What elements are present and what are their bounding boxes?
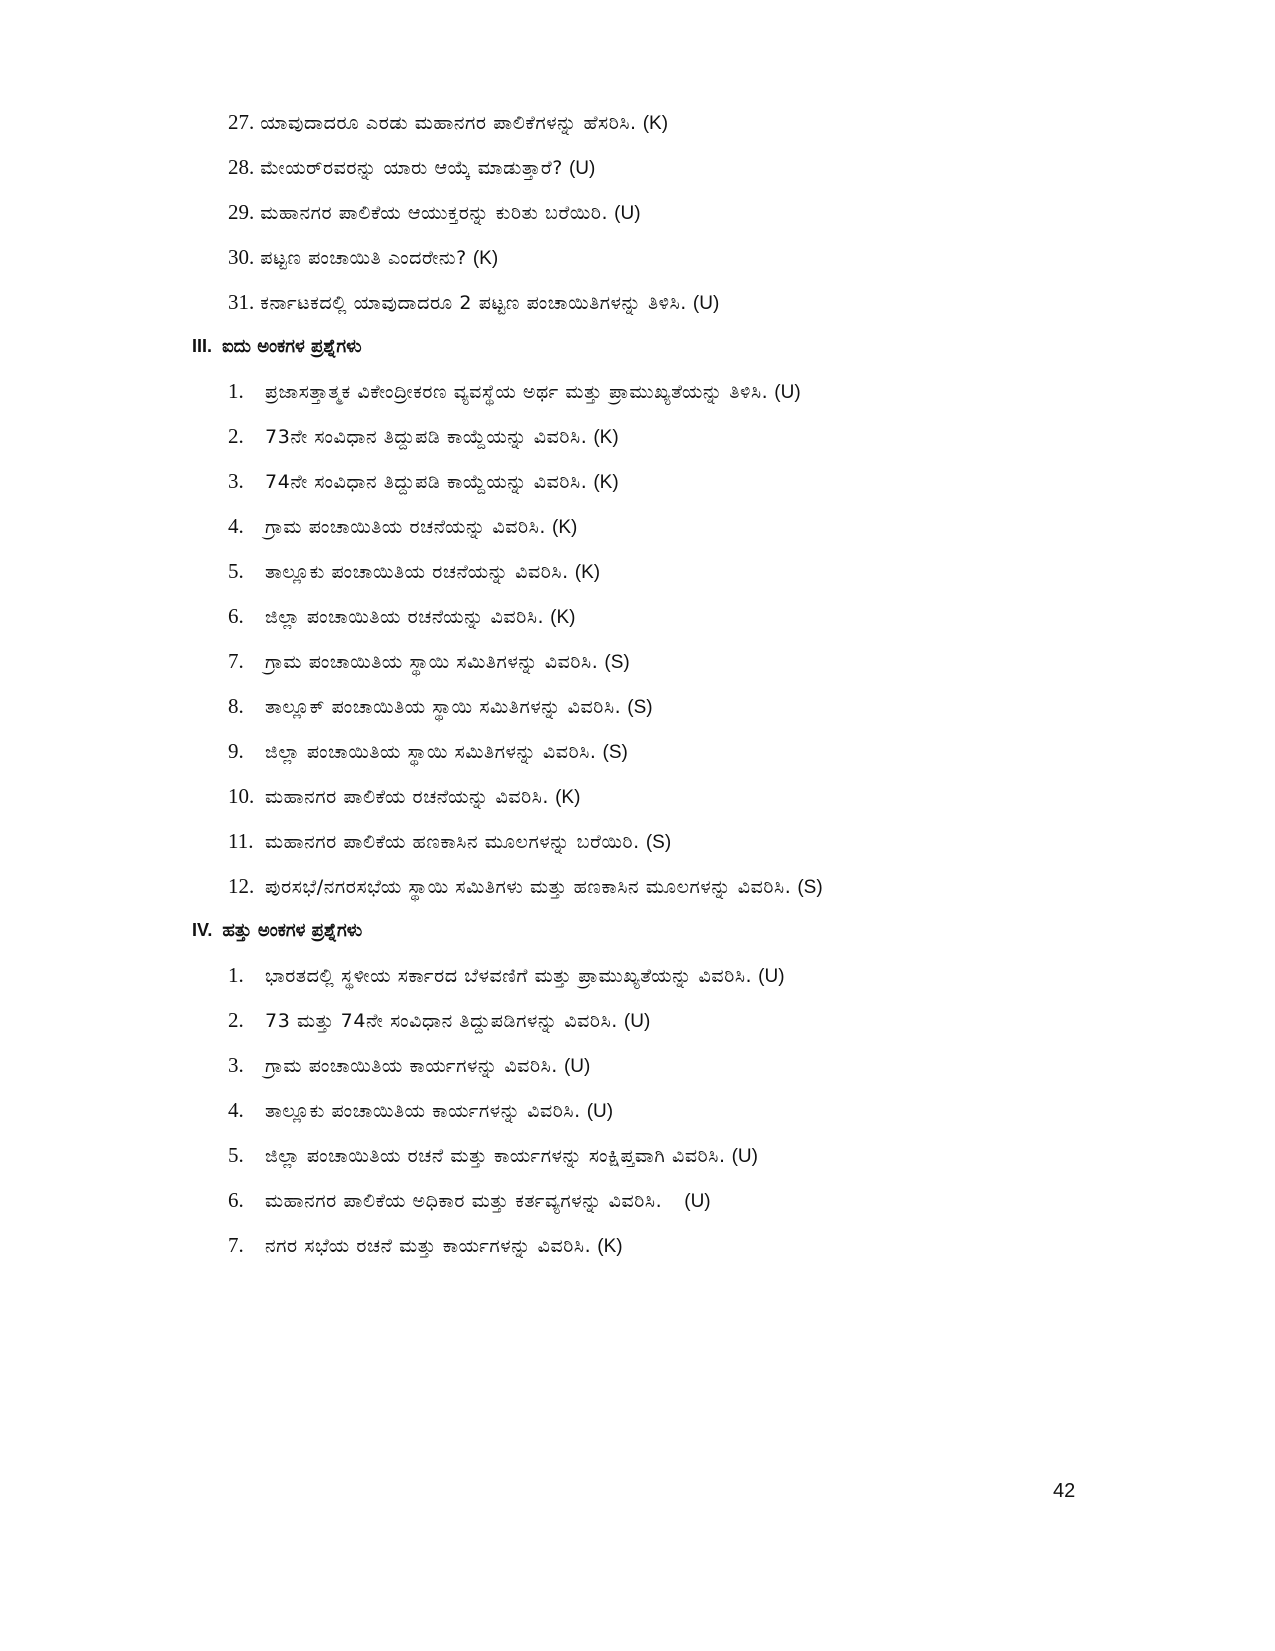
question-text: ತಾಲ್ಲೂಕು ಪಂಚಾಯಿತಿಯ ಕಾರ್ಯಗಳನ್ನು ವಿವರಿಸಿ. xyxy=(265,1100,581,1122)
question-number: 6. xyxy=(228,604,244,628)
question-number: 1. xyxy=(228,379,244,403)
question-number: 3. xyxy=(228,469,244,493)
question-tag: (U) xyxy=(623,1011,651,1032)
question-tag: (U) xyxy=(568,158,596,179)
question-item xyxy=(228,648,630,676)
question-item xyxy=(228,873,823,901)
question-tag: (K) xyxy=(597,1236,623,1257)
question-text: ಪಟ್ಟಣ ಪಂಚಾಯಿತಿ ಎಂದರೇನು? xyxy=(260,247,467,269)
question-text: ತಾಲ್ಲೂಕು ಪಂಚಾಯಿತಿಯ ರಚನೆಯನ್ನು ವಿವರಿಸಿ. xyxy=(265,561,569,583)
question-tag: (K) xyxy=(555,787,581,808)
question-number: 7. xyxy=(228,649,244,673)
question-text: 74ನೇ ಸಂವಿಧಾನ ತಿದ್ದುಪಡಿ ಕಾಯ್ದೆಯನ್ನು ವಿವರಿಸಿ. xyxy=(265,471,588,493)
question-number: 29. xyxy=(228,200,255,224)
question-number: 4. xyxy=(228,514,244,538)
question-text: ಮಹಾನಗರ ಪಾಲಿಕೆಯ ಅಧಿಕಾರ ಮತ್ತು ಕರ್ತವ್ಯಗಳನ್ನು ವಿವರಿಸಿ. xyxy=(265,1190,663,1212)
question-number: 8. xyxy=(228,694,244,718)
question-text: ಗ್ರಾಮ ಪಂಚಾಯಿತಿಯ ರಚನೆಯನ್ನು ವಿವರಿಸಿ. xyxy=(265,516,546,538)
question-item xyxy=(228,962,785,990)
section-title: ಹತ್ತು ಅಂಕಗಳ ಪ್ರಶ್ನೆಗಳು xyxy=(222,920,363,941)
question-number: 11. xyxy=(228,829,254,853)
question-tag: (K) xyxy=(593,427,619,448)
question-text: ಮೇಯರ್‌ರವರನ್ನು ಯಾರು ಆಯ್ಕೆ ಮಾಡುತ್ತಾರೆ? xyxy=(260,157,563,179)
question-tag: (K) xyxy=(642,113,669,134)
question-text: ಜಿಲ್ಲಾ ಪಂಚಾಯಿತಿಯ ರಚನೆ ಮತ್ತು ಕಾರ್ಯಗಳನ್ನು ಸಂಕ್ಷಿಪ್ತವಾಗಿ ವಿವರಿಸಿ. xyxy=(265,1145,726,1167)
question-text: ಮಹಾನಗರ ಪಾಲಿಕೆಯ ರಚನೆಯನ್ನು ವಿವರಿಸಿ. xyxy=(265,786,550,808)
question-number: 5. xyxy=(228,559,244,583)
question-item xyxy=(228,244,498,272)
question-text: 73ನೇ ಸಂವಿಧಾನ ತಿದ್ದುಪಡಿ ಕಾಯ್ದೆಯನ್ನು ವಿವರಿಸಿ. xyxy=(265,426,588,448)
question-text: ಪುರಸಭೆ/ನಗರಸಭೆಯ ಸ್ಥಾಯಿ ಸಮಿತಿಗಳು ಮತ್ತು ಹಣಕಾಸಿನ ಮೂಲಗಳನ್ನು ವಿವರಿಸಿ. xyxy=(265,876,792,898)
question-text: ತಾಲ್ಲೂಕ್ ಪಂಚಾಯಿತಿಯ ಸ್ಥಾಯಿ ಸಮಿತಿಗಳನ್ನು ವಿವರಿಸಿ. xyxy=(265,696,622,718)
question-number: 9. xyxy=(228,739,244,763)
question-tag: (U) xyxy=(731,1146,758,1167)
question-item xyxy=(228,423,619,451)
question-text: ಜಿಲ್ಲಾ ಪಂಚಾಯಿತಿಯ ಸ್ಥಾಯಿ ಸಮಿತಿಗಳನ್ನು ವಿವರಿಸಿ. xyxy=(265,741,597,763)
question-tag: (S) xyxy=(797,877,823,898)
question-item xyxy=(228,738,628,766)
question-tag: (U) xyxy=(563,1056,591,1077)
question-item xyxy=(228,289,719,317)
question-number: 5. xyxy=(228,1143,244,1167)
question-item xyxy=(228,693,653,721)
question-item xyxy=(228,828,671,856)
question-item xyxy=(228,1142,758,1170)
question-text: ಗ್ರಾಮ ಪಂಚಾಯಿತಿಯ ಸ್ಥಾಯಿ ಸಮಿತಿಗಳನ್ನು ವಿವರಿಸಿ. xyxy=(265,651,599,673)
question-number: 27. xyxy=(228,110,255,134)
question-number: 6. xyxy=(228,1188,244,1212)
question-tag: (S) xyxy=(645,832,672,853)
section-number: IV. xyxy=(192,920,213,940)
question-item xyxy=(228,1097,613,1125)
question-item xyxy=(228,468,619,496)
question-item xyxy=(228,603,575,631)
question-tag: (U) xyxy=(692,293,720,314)
question-tag: (K) xyxy=(472,248,499,269)
question-item xyxy=(228,1052,590,1080)
section-heading xyxy=(192,333,362,360)
question-item xyxy=(228,558,600,586)
question-tag: (U) xyxy=(586,1101,614,1122)
question-number: 1. xyxy=(228,963,244,987)
question-item xyxy=(228,154,595,182)
question-text: ಗ್ರಾಮ ಪಂಚಾಯಿತಿಯ ಕಾರ್ಯಗಳನ್ನು ವಿವರಿಸಿ. xyxy=(265,1055,558,1077)
question-text: ಮಹಾನಗರ ಪಾಲಿಕೆಯ ಹಣಕಾಸಿನ ಮೂಲಗಳನ್ನು ಬರೆಯಿರಿ. xyxy=(265,831,640,853)
question-text: ಭಾರತದಲ್ಲಿ ಸ್ಥಳೀಯ ಸರ್ಕಾರದ ಬೆಳವಣಿಗೆ ಮತ್ತು ಪ್ರಾಮುಖ್ಯತೆಯನ್ನು ವಿವರಿಸಿ. xyxy=(265,965,753,987)
question-tag: (U) xyxy=(774,382,801,403)
question-number: 12. xyxy=(228,874,255,898)
question-text: ಮಹಾನಗರ ಪಾಲಿಕೆಯ ಆಯುಕ್ತರನ್ನು ಕುರಿತು ಬರೆಯಿರಿ. xyxy=(260,202,609,224)
section-title: ಐದು ಅಂಕಗಳ ಪ್ರಶ್ನೆಗಳು xyxy=(222,336,362,357)
question-item xyxy=(228,199,641,227)
question-item xyxy=(228,783,580,811)
question-item xyxy=(228,109,668,137)
question-tag: (K) xyxy=(552,517,578,538)
question-number: 4. xyxy=(228,1098,244,1122)
question-item xyxy=(228,513,577,541)
question-number: 3. xyxy=(228,1053,244,1077)
question-tag: (U) xyxy=(614,203,641,224)
question-text: ಜಿಲ್ಲಾ ಪಂಚಾಯಿತಿಯ ರಚನೆಯನ್ನು ವಿವರಿಸಿ. xyxy=(265,606,545,628)
question-tag: (S) xyxy=(627,697,653,718)
question-item xyxy=(228,1187,711,1215)
question-tag: (U) xyxy=(758,966,785,987)
question-number: 31. xyxy=(228,290,255,314)
question-number: 2. xyxy=(228,1008,244,1032)
section-heading xyxy=(192,917,362,944)
question-number: 2. xyxy=(228,424,244,448)
question-text: ಪ್ರಜಾಸತ್ತಾತ್ಮಕ ವಿಕೇಂದ್ರೀಕರಣ ವ್ಯವಸ್ಥೆಯ ಅರ್ಥ ಮತ್ತು ಪ್ರಾಮುಖ್ಯತೆಯನ್ನು ತಿಳಿಸಿ. xyxy=(265,381,769,403)
question-tag: (K) xyxy=(593,472,619,493)
question-text: ಯಾವುದಾದರೂ ಎರಡು ಮಹಾನಗರ ಪಾಲಿಕೆಗಳನ್ನು ಹೆಸರಿಸಿ. xyxy=(260,112,637,134)
question-tag: (S) xyxy=(604,652,630,673)
question-item xyxy=(228,1007,650,1035)
question-text: 73 ಮತ್ತು 74ನೇ ಸಂವಿಧಾನ ತಿದ್ದುಪಡಿಗಳನ್ನು ವಿವರಿಸಿ. xyxy=(265,1010,618,1032)
question-tag: (K) xyxy=(550,607,576,628)
page-number: 42 xyxy=(1053,1480,1076,1502)
question-item xyxy=(228,1232,623,1260)
question-tag: (S) xyxy=(602,742,628,763)
question-text: ನಗರ ಸಭೆಯ ರಚನೆ ಮತ್ತು ಕಾರ್ಯಗಳನ್ನು ವಿವರಿಸಿ. xyxy=(265,1235,592,1257)
question-tag: (U) xyxy=(684,1191,711,1212)
question-text: ಕರ್ನಾಟಕದಲ್ಲಿ ಯಾವುದಾದರೂ 2 ಪಟ್ಟಣ ಪಂಚಾಯಿತಿಗಳನ್ನು ತಿಳಿಸಿ. xyxy=(260,292,687,314)
question-tag: (K) xyxy=(574,562,601,583)
section-number: III. xyxy=(192,336,213,356)
question-item xyxy=(228,378,801,406)
question-number: 30. xyxy=(228,245,255,269)
question-number: 10. xyxy=(228,784,255,808)
question-number: 7. xyxy=(228,1233,244,1257)
question-number: 28. xyxy=(228,155,255,179)
